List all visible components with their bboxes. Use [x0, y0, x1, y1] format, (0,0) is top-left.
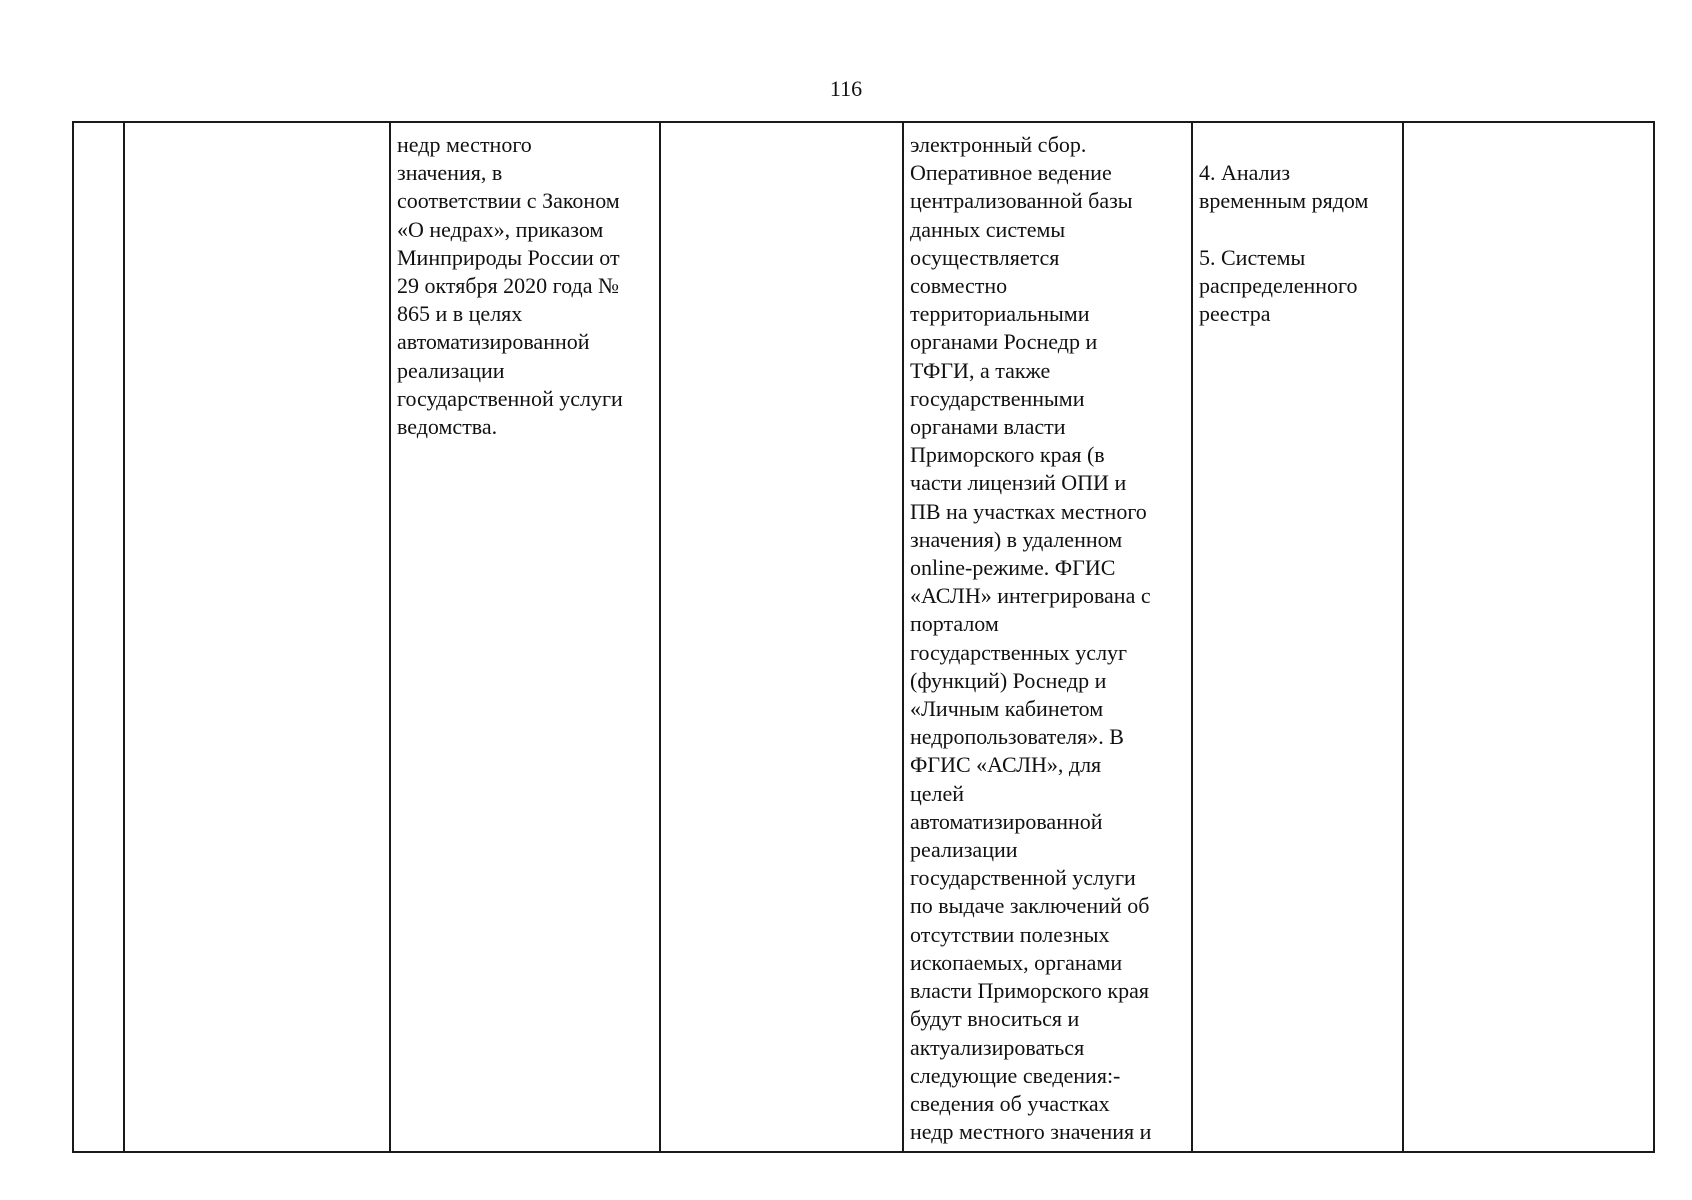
cell-5-line: государственной услуги — [910, 865, 1136, 891]
cell-5-line: недропользователя». В — [910, 724, 1124, 750]
cell-5-line: совместно — [910, 273, 1008, 299]
cell-5-line: Приморского края (в — [910, 442, 1105, 468]
cell-5-line: online-режиме. ФГИС — [910, 555, 1116, 581]
cell-5-line: ФГИС «АСЛН», для — [910, 752, 1102, 778]
table-cell-7 — [1403, 122, 1654, 1152]
cell-6-line: 5. Системы — [1199, 244, 1306, 270]
cell-5-line: следующие сведения:- — [910, 1062, 1121, 1088]
cell-5-line: ТФГИ, а также — [910, 357, 1051, 383]
cell-5-line: актуализироваться — [910, 1034, 1085, 1060]
cell-6-line: распределенного — [1199, 272, 1358, 298]
cell-3-line: реализации — [397, 357, 505, 383]
cell-5-line: будут вноситься и — [910, 1006, 1080, 1032]
cell-5-line: недр местного значения и — [910, 1119, 1152, 1145]
cell-3-line: государственной услуги — [397, 385, 623, 411]
cell-5-line: Оперативное ведение — [910, 160, 1112, 186]
cell-5-line: государственных услуг — [910, 639, 1128, 665]
cell-5-line: автоматизированной — [910, 808, 1103, 834]
cell-3-line: 865 и в целях — [397, 301, 523, 327]
cell-5-line: ПВ на участках местного — [910, 498, 1147, 524]
cell-5-line: «Личным кабинетом — [910, 696, 1104, 722]
cell-3-line: «О недрах», приказом — [397, 216, 604, 242]
cell-6-spacer — [1199, 216, 1396, 244]
cell-5-line: данных системы — [910, 216, 1066, 242]
document-table — [72, 121, 1655, 1153]
cell-3-line: Минприроды России от — [397, 244, 620, 270]
page-number: 116 — [829, 76, 863, 101]
cell-5-line: органами Роснедр и — [910, 329, 1098, 355]
cell-5-line: по выдаче заключений об — [910, 893, 1150, 919]
cell-5-line: части лицензий ОПИ и — [910, 470, 1127, 496]
cell-5-line: ископаемых, органами — [910, 949, 1123, 975]
cell-5-line: сведения об участках — [910, 1090, 1110, 1116]
cell-3-line: автоматизированной — [397, 329, 590, 355]
cell-3-line: соответствии с Законом — [397, 188, 620, 214]
cell-5-line: отсутствии полезных — [910, 921, 1110, 947]
table-row — [73, 122, 1654, 1152]
cell-5-line: органами власти — [910, 414, 1066, 440]
table-cell-5 — [903, 122, 1192, 1152]
cell-6-line: временным рядом — [1199, 188, 1369, 214]
cell-3-line: значения, в — [397, 160, 503, 186]
cell-6-line: реестра — [1199, 301, 1271, 327]
cell-5-line: реализации — [910, 837, 1018, 863]
cell-3-line: ведомства. — [397, 414, 498, 440]
cell-3-line: недр местного — [397, 132, 532, 157]
table-cell-2 — [124, 122, 390, 1152]
table-cell-4 — [660, 122, 903, 1152]
cell-5-line: целей — [910, 780, 965, 806]
cell-5-line: «АСЛН» интегрирована с — [910, 583, 1151, 609]
table-cell-3 — [390, 122, 660, 1152]
table-cell-6 — [1192, 122, 1403, 1152]
table-cell-1 — [73, 122, 124, 1152]
cell-6-spacer — [1199, 131, 1396, 159]
cell-5-line: порталом — [910, 611, 999, 637]
cell-6-line: 4. Анализ — [1199, 160, 1291, 186]
cell-5-line: территориальными — [910, 301, 1090, 327]
cell-5-line: значения) в удаленном — [910, 526, 1123, 552]
cell-5-line: осуществляется — [910, 244, 1060, 270]
cell-5-line: электронный сбор. — [910, 132, 1087, 157]
cell-5-line: власти Приморского края — [910, 978, 1149, 1004]
cell-5-line: государственными — [910, 385, 1085, 411]
cell-5-line: (функций) Роснедр и — [910, 667, 1107, 693]
cell-5-line: централизованной базы — [910, 188, 1133, 214]
cell-3-line: 29 октября 2020 года № — [397, 273, 619, 299]
